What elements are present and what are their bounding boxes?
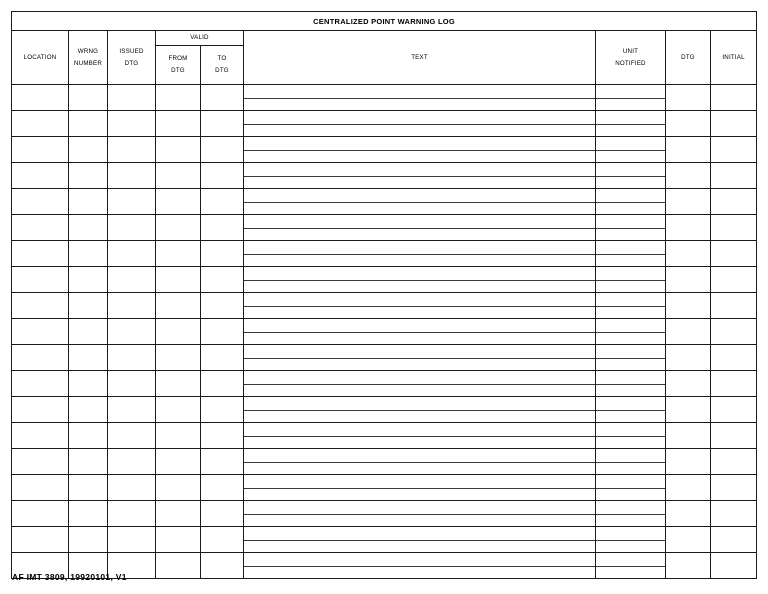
cell-dtg[interactable] [666, 189, 711, 215]
cell-text[interactable] [244, 345, 596, 371]
cell-text[interactable] [244, 189, 596, 215]
cell-location[interactable] [12, 449, 69, 475]
column-header-unit-notified-line1: UNIT [622, 47, 639, 55]
cell-from-dtg[interactable] [156, 163, 201, 189]
cell-dtg[interactable] [666, 163, 711, 189]
cell-wrng-number[interactable] [69, 501, 108, 527]
cell-text[interactable] [244, 397, 596, 423]
cell-location[interactable] [12, 527, 69, 553]
cell-text[interactable] [244, 137, 596, 163]
table-row [12, 345, 757, 371]
cell-from-dtg[interactable] [156, 397, 201, 423]
cell-text[interactable] [244, 501, 596, 527]
cell-location[interactable] [12, 137, 69, 163]
cell-from-dtg[interactable] [156, 215, 201, 241]
cell-to-dtg[interactable] [201, 215, 244, 241]
column-header-to-dtg-line2: DTG [215, 67, 229, 74]
cell-to-dtg[interactable] [201, 475, 244, 501]
cell-wrng-number[interactable] [69, 85, 108, 111]
cell-location[interactable] [12, 293, 69, 319]
cell-unit-notified[interactable] [596, 501, 666, 527]
cell-text[interactable] [244, 371, 596, 397]
cell-to-dtg[interactable] [201, 423, 244, 449]
cell-wrng-number[interactable] [69, 293, 108, 319]
cell-wrng-number[interactable] [69, 345, 108, 371]
cell-dtg[interactable] [666, 501, 711, 527]
cell-to-dtg[interactable] [201, 137, 244, 163]
cell-from-dtg[interactable] [156, 293, 201, 319]
cell-location[interactable] [12, 345, 69, 371]
column-header-from-dtg-line1: FROM [168, 55, 188, 63]
cell-initial[interactable] [711, 111, 757, 137]
cell-wrng-number[interactable] [69, 111, 108, 137]
cell-unit-notified[interactable] [596, 241, 666, 267]
cell-to-dtg[interactable] [201, 319, 244, 345]
cell-from-dtg[interactable] [156, 111, 201, 137]
cell-to-dtg[interactable] [201, 397, 244, 423]
title-row [12, 12, 757, 31]
cell-issued-dtg[interactable] [108, 163, 156, 189]
cell-wrng-number[interactable] [69, 423, 108, 449]
cell-text[interactable] [244, 527, 596, 553]
column-header-issued-dtg-line1: ISSUED [119, 47, 144, 55]
cell-wrng-number[interactable] [69, 449, 108, 475]
table-body [12, 12, 757, 579]
cell-issued-dtg[interactable] [108, 85, 156, 111]
cell-from-dtg[interactable] [156, 345, 201, 371]
cell-dtg[interactable] [666, 241, 711, 267]
cell-issued-dtg[interactable] [108, 241, 156, 267]
cell-dtg[interactable] [666, 137, 711, 163]
cell-from-dtg[interactable] [156, 241, 201, 267]
cell-initial[interactable] [711, 189, 757, 215]
cell-initial[interactable] [711, 501, 757, 527]
cell-issued-dtg[interactable] [108, 111, 156, 137]
cell-issued-dtg[interactable] [108, 501, 156, 527]
cell-to-dtg[interactable] [201, 449, 244, 475]
cell-text[interactable] [244, 423, 596, 449]
cell-location[interactable] [12, 267, 69, 293]
cell-to-dtg[interactable] [201, 345, 244, 371]
cell-location[interactable] [12, 475, 69, 501]
column-header-unit-notified [596, 31, 666, 85]
cell-wrng-number[interactable] [69, 137, 108, 163]
cell-unit-notified[interactable] [596, 293, 666, 319]
cell-from-dtg[interactable] [156, 189, 201, 215]
cell-dtg[interactable] [666, 319, 711, 345]
cell-unit-notified[interactable] [596, 553, 666, 579]
cell-wrng-number[interactable] [69, 241, 108, 267]
column-header-initial: INITIAL [711, 31, 757, 85]
cell-location[interactable] [12, 397, 69, 423]
cell-from-dtg[interactable] [156, 553, 201, 579]
cell-initial[interactable] [711, 163, 757, 189]
cell-wrng-number[interactable] [69, 267, 108, 293]
cell-to-dtg[interactable] [201, 553, 244, 579]
cell-unit-notified[interactable] [596, 267, 666, 293]
cell-issued-dtg[interactable] [108, 267, 156, 293]
table-row [12, 267, 757, 293]
cell-to-dtg[interactable] [201, 85, 244, 111]
cell-to-dtg[interactable] [201, 293, 244, 319]
table-row [12, 423, 757, 449]
cell-location[interactable] [12, 319, 69, 345]
cell-location[interactable] [12, 111, 69, 137]
column-group-header-valid: VALID [156, 31, 244, 46]
table-row [12, 371, 757, 397]
cell-to-dtg[interactable] [201, 241, 244, 267]
cell-issued-dtg[interactable] [108, 345, 156, 371]
cell-initial[interactable] [711, 267, 757, 293]
cell-initial[interactable] [711, 449, 757, 475]
cell-from-dtg[interactable] [156, 475, 201, 501]
column-header-wrng-number-line2: NUMBER [73, 59, 102, 67]
cell-from-dtg[interactable] [156, 319, 201, 345]
cell-issued-dtg[interactable] [108, 397, 156, 423]
cell-from-dtg[interactable] [156, 137, 201, 163]
table-row [12, 397, 757, 423]
centralized-point-warning-log-table [11, 11, 757, 579]
cell-unit-notified[interactable] [596, 397, 666, 423]
cell-wrng-number[interactable] [69, 527, 108, 553]
cell-issued-dtg[interactable] [108, 215, 156, 241]
cell-initial[interactable] [711, 371, 757, 397]
cell-unit-notified[interactable] [596, 527, 666, 553]
cell-initial[interactable] [711, 215, 757, 241]
cell-to-dtg[interactable] [201, 371, 244, 397]
cell-issued-dtg[interactable] [108, 189, 156, 215]
cell-to-dtg[interactable] [201, 267, 244, 293]
table-row [12, 449, 757, 475]
cell-issued-dtg[interactable] [108, 319, 156, 345]
cell-unit-notified[interactable] [596, 111, 666, 137]
column-header-from-dtg [156, 46, 201, 85]
cell-initial[interactable] [711, 553, 757, 579]
cell-unit-notified[interactable] [596, 189, 666, 215]
cell-dtg[interactable] [666, 527, 711, 553]
cell-initial[interactable] [711, 423, 757, 449]
cell-wrng-number[interactable] [69, 475, 108, 501]
cell-unit-notified[interactable] [596, 423, 666, 449]
column-header-location: LOCATION [12, 31, 69, 85]
cell-dtg[interactable] [666, 267, 711, 293]
cell-text[interactable] [244, 215, 596, 241]
column-header-text: TEXT [244, 31, 596, 85]
cell-issued-dtg[interactable] [108, 527, 156, 553]
cell-initial[interactable] [711, 345, 757, 371]
cell-from-dtg[interactable] [156, 527, 201, 553]
table-row [12, 241, 757, 267]
cell-from-dtg[interactable] [156, 449, 201, 475]
cell-dtg[interactable] [666, 553, 711, 579]
cell-initial[interactable] [711, 397, 757, 423]
table-row [12, 527, 757, 553]
cell-text[interactable] [244, 267, 596, 293]
table-row [12, 319, 757, 345]
cell-initial[interactable] [711, 475, 757, 501]
cell-text[interactable] [244, 449, 596, 475]
cell-from-dtg[interactable] [156, 501, 201, 527]
cell-dtg[interactable] [666, 475, 711, 501]
cell-wrng-number[interactable] [69, 397, 108, 423]
cell-location[interactable] [12, 241, 69, 267]
cell-issued-dtg[interactable] [108, 137, 156, 163]
cell-text[interactable] [244, 111, 596, 137]
column-header-dtg: DTG [666, 31, 711, 85]
cell-dtg[interactable] [666, 397, 711, 423]
column-header-unit-notified-line2: NOTIFIED [615, 59, 646, 67]
table-row [12, 501, 757, 527]
cell-from-dtg[interactable] [156, 371, 201, 397]
cell-initial[interactable] [711, 527, 757, 553]
cell-location[interactable] [12, 423, 69, 449]
cell-text[interactable] [244, 319, 596, 345]
table-row [12, 85, 757, 111]
cell-text[interactable] [244, 85, 596, 111]
table-row [12, 475, 757, 501]
cell-dtg[interactable] [666, 111, 711, 137]
cell-text[interactable] [244, 163, 596, 189]
table-row [12, 163, 757, 189]
cell-text[interactable] [244, 241, 596, 267]
cell-issued-dtg[interactable] [108, 293, 156, 319]
cell-unit-notified[interactable] [596, 215, 666, 241]
cell-dtg[interactable] [666, 345, 711, 371]
table-row [12, 293, 757, 319]
cell-wrng-number[interactable] [69, 371, 108, 397]
cell-to-dtg[interactable] [201, 501, 244, 527]
cell-location[interactable] [12, 501, 69, 527]
cell-dtg[interactable] [666, 85, 711, 111]
cell-location[interactable] [12, 215, 69, 241]
cell-dtg[interactable] [666, 215, 711, 241]
column-header-to-dtg-line1: TO [217, 55, 227, 63]
cell-unit-notified[interactable] [596, 163, 666, 189]
column-header-wrng-number-line1: WRNG [77, 47, 99, 55]
cell-text[interactable] [244, 475, 596, 501]
cell-dtg[interactable] [666, 293, 711, 319]
header-row-group [12, 31, 757, 46]
form-title: CENTRALIZED POINT WARNING LOG [12, 12, 757, 31]
cell-issued-dtg[interactable] [108, 423, 156, 449]
cell-unit-notified[interactable] [596, 371, 666, 397]
cell-unit-notified[interactable] [596, 449, 666, 475]
cell-wrng-number[interactable] [69, 163, 108, 189]
cell-wrng-number[interactable] [69, 215, 108, 241]
cell-unit-notified[interactable] [596, 345, 666, 371]
cell-initial[interactable] [711, 137, 757, 163]
cell-location[interactable] [12, 371, 69, 397]
cell-dtg[interactable] [666, 371, 711, 397]
column-header-issued-dtg-line2: DTG [124, 59, 139, 67]
cell-to-dtg[interactable] [201, 189, 244, 215]
column-header-from-dtg-line2: DTG [171, 67, 185, 74]
table-row [12, 137, 757, 163]
cell-location[interactable] [12, 163, 69, 189]
cell-wrng-number[interactable] [69, 319, 108, 345]
cell-dtg[interactable] [666, 423, 711, 449]
cell-location[interactable] [12, 85, 69, 111]
column-header-to-dtg [201, 46, 244, 85]
cell-to-dtg[interactable] [201, 163, 244, 189]
table-row [12, 215, 757, 241]
cell-unit-notified[interactable] [596, 319, 666, 345]
cell-initial[interactable] [711, 85, 757, 111]
cell-from-dtg[interactable] [156, 423, 201, 449]
cell-from-dtg[interactable] [156, 267, 201, 293]
table-row [12, 189, 757, 215]
cell-wrng-number[interactable] [69, 189, 108, 215]
table-row [12, 111, 757, 137]
cell-issued-dtg[interactable] [108, 449, 156, 475]
cell-initial[interactable] [711, 319, 757, 345]
column-header-issued-dtg [108, 31, 156, 85]
cell-unit-notified[interactable] [596, 475, 666, 501]
cell-initial[interactable] [711, 293, 757, 319]
cell-issued-dtg[interactable] [108, 371, 156, 397]
cell-unit-notified[interactable] [596, 137, 666, 163]
cell-initial[interactable] [711, 241, 757, 267]
cell-text[interactable] [244, 293, 596, 319]
column-header-wrng-number [69, 31, 108, 85]
cell-issued-dtg[interactable] [108, 475, 156, 501]
cell-to-dtg[interactable] [201, 527, 244, 553]
cell-text[interactable] [244, 553, 596, 579]
cell-dtg[interactable] [666, 449, 711, 475]
cell-from-dtg[interactable] [156, 85, 201, 111]
cell-location[interactable] [12, 189, 69, 215]
form-identifier-footer: AF IMT 3809, 19920101, V1 [12, 572, 127, 582]
cell-to-dtg[interactable] [201, 111, 244, 137]
cell-unit-notified[interactable] [596, 85, 666, 111]
